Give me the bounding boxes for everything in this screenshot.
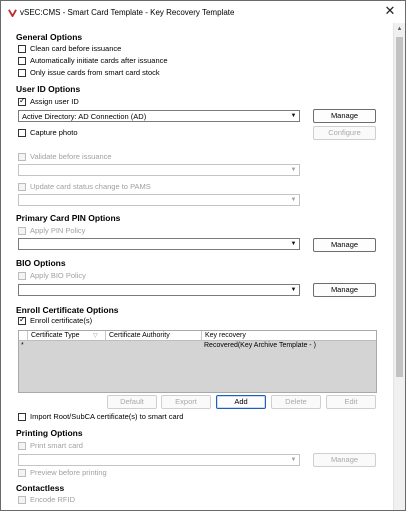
cell-key-recovery[interactable]: Recovered(Key Archive Template - )	[204, 342, 316, 349]
scrollbar-thumb[interactable]	[396, 37, 403, 377]
chevron-down-icon[interactable]: ▼	[290, 287, 297, 293]
checkbox-box[interactable]	[18, 69, 26, 77]
template-options-panel	[1, 23, 393, 511]
checkbox-label: Capture photo	[30, 128, 78, 137]
grid-header	[19, 331, 376, 341]
checkbox-label: Assign user ID	[30, 97, 79, 106]
checkbox-box[interactable]	[18, 153, 26, 161]
chevron-down-icon[interactable]: ▼	[290, 457, 297, 463]
close-icon[interactable]: ✕	[384, 4, 396, 19]
checkbox-box[interactable]	[18, 183, 26, 191]
column-header-certificate-authority[interactable]	[105, 331, 201, 341]
checkbox-label: Clean card before issuance	[30, 44, 122, 53]
title-bar	[1, 1, 405, 23]
contactless-header: Contactless	[16, 483, 65, 493]
checkbox-box[interactable]	[18, 413, 26, 421]
checkbox-box[interactable]	[18, 129, 26, 137]
pin-options-header: Primary Card PIN Options	[16, 213, 121, 223]
column-header-label: Certificate Type	[31, 332, 80, 339]
default-button[interactable]	[107, 395, 157, 409]
checkbox-box[interactable]	[18, 317, 26, 325]
column-header-label: Certificate Authority	[109, 332, 170, 339]
window-title: vSEC:CMS - Smart Card Template - Key Recovery Template	[20, 8, 235, 17]
checkbox-label: Print smart card	[30, 441, 83, 450]
printing-manage-button[interactable]: Manage	[313, 453, 376, 467]
scroll-up-icon[interactable]: ▲	[396, 26, 403, 32]
pin-manage-button[interactable]: Manage	[313, 238, 376, 252]
checkbox-label: Apply BIO Policy	[30, 271, 86, 280]
checkbox-box[interactable]	[18, 469, 26, 477]
printing-options-header: Printing Options	[16, 428, 83, 438]
checkbox-box[interactable]	[18, 98, 26, 106]
checkbox-label: Validate before issuance	[30, 152, 112, 161]
checkbox-label: Apply PIN Policy	[30, 226, 86, 235]
select-value: Active Directory: AD Connection (AD)	[22, 112, 147, 121]
button-label: Delete	[285, 397, 307, 406]
update-status-select[interactable]	[18, 194, 300, 206]
pin-policy-select[interactable]	[18, 238, 300, 250]
new-row-marker: *	[21, 342, 24, 349]
checkbox-box[interactable]	[18, 442, 26, 450]
validate-select[interactable]	[18, 164, 300, 176]
checkbox-box[interactable]	[18, 57, 26, 65]
user-id-options-header: User ID Options	[16, 84, 81, 94]
chevron-down-icon[interactable]: ▼	[290, 241, 297, 247]
checkbox-box[interactable]	[18, 496, 26, 504]
button-label: Add	[234, 397, 248, 406]
checkbox-box[interactable]	[18, 45, 26, 53]
general-options-header: General Options	[16, 32, 83, 42]
filter-icon[interactable]: ▽	[93, 333, 98, 339]
table-row[interactable]	[19, 341, 376, 351]
checkbox-label: Update card status change to PAMS	[30, 182, 151, 191]
bio-options-header: BIO Options	[16, 258, 66, 268]
user-id-manage-button[interactable]: Manage	[313, 109, 376, 123]
checkbox-box[interactable]	[18, 227, 26, 235]
button-label: Default	[120, 397, 144, 406]
chevron-down-icon[interactable]: ▼	[290, 167, 297, 173]
delete-button[interactable]	[271, 395, 321, 409]
checkbox-label: Only issue cards from smart card stock	[30, 68, 160, 77]
checkbox-box[interactable]	[18, 272, 26, 280]
enroll-certificate-options-header: Enroll Certificate Options	[16, 305, 119, 315]
checkbox-label: Preview before printing	[30, 468, 107, 477]
user-id-connection-select[interactable]	[18, 110, 300, 122]
certificate-grid[interactable]	[18, 330, 377, 393]
button-label: Edit	[344, 397, 358, 406]
vertical-scrollbar[interactable]	[393, 23, 405, 511]
column-header-label: Key recovery	[205, 332, 246, 339]
bio-policy-select[interactable]	[18, 284, 300, 296]
button-label: Export	[175, 397, 197, 406]
checkbox-label: Import Root/SubCA certificate(s) to smart card	[30, 412, 184, 421]
checkbox-label: Automatically initiate cards after issuance	[30, 56, 168, 65]
edit-button[interactable]	[326, 395, 376, 409]
app-logo-icon	[8, 8, 17, 17]
bio-manage-button[interactable]: Manage	[313, 283, 376, 297]
add-button[interactable]	[216, 395, 266, 409]
configure-photo-button[interactable]: Configure	[313, 126, 376, 140]
export-button[interactable]	[161, 395, 211, 409]
checkbox-label: Encode RFID	[30, 495, 76, 504]
print-profile-select[interactable]	[18, 454, 300, 466]
chevron-down-icon[interactable]: ▼	[290, 113, 297, 119]
chevron-down-icon[interactable]: ▼	[290, 197, 297, 203]
column-header-key-recovery[interactable]	[201, 331, 376, 341]
checkbox-label: Enroll certificate(s)	[30, 316, 93, 325]
